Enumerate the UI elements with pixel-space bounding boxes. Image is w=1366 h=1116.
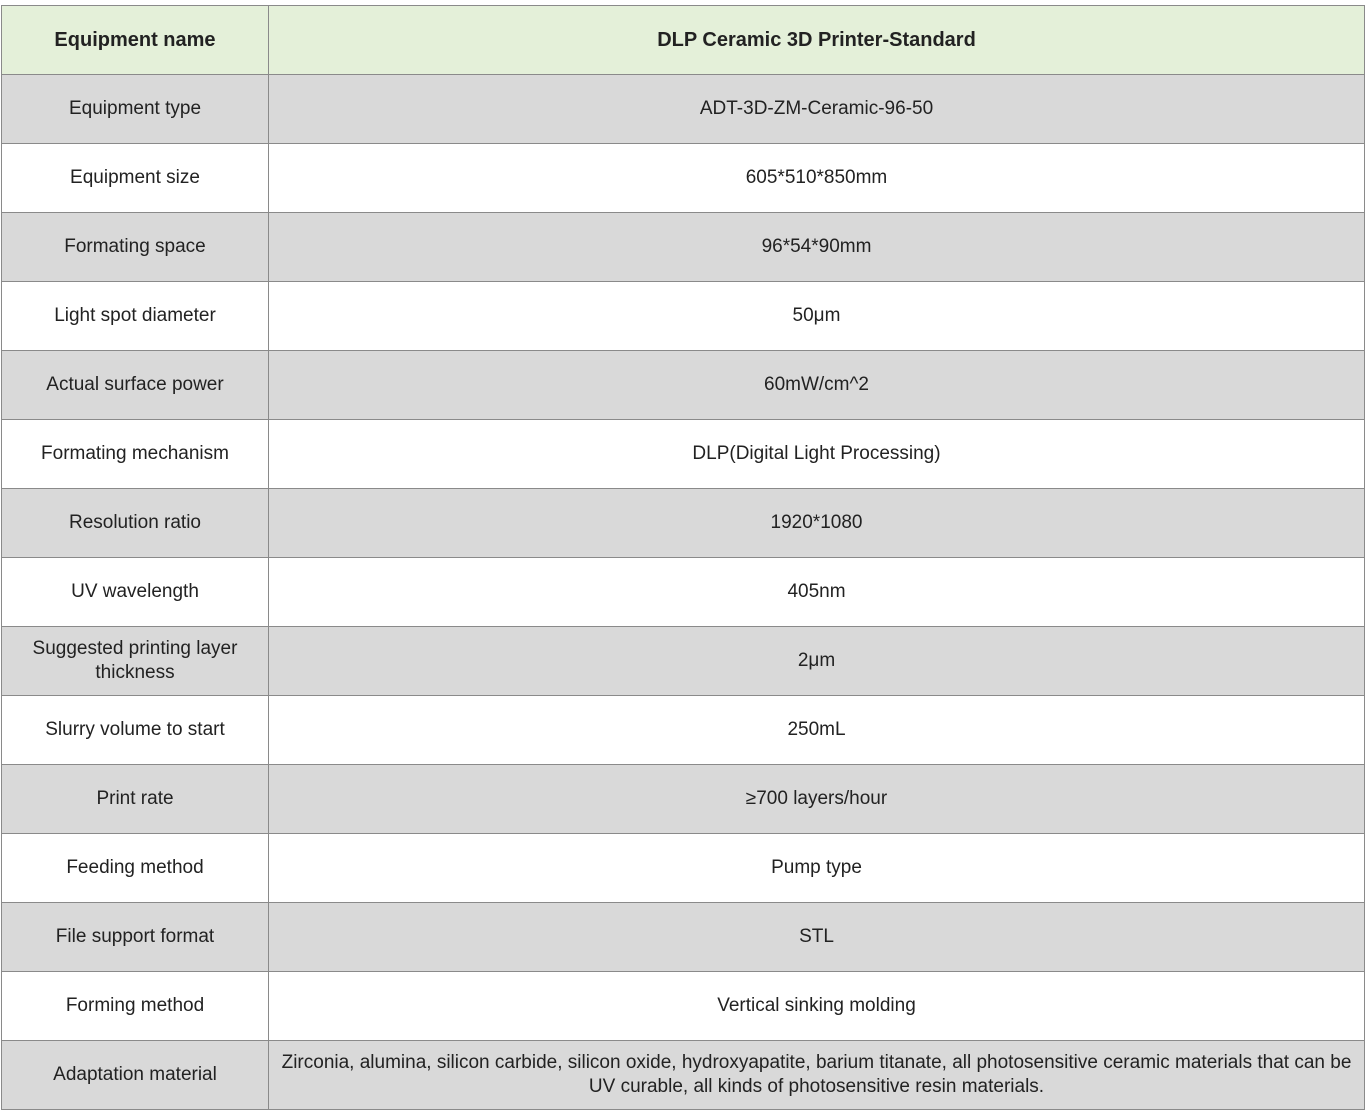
spec-label: Formating space xyxy=(2,213,269,282)
spec-label: Slurry volume to start xyxy=(2,696,269,765)
spec-value: STL xyxy=(269,903,1365,972)
spec-value: 250mL xyxy=(269,696,1365,765)
table-row xyxy=(2,144,1365,213)
spec-value: 2μm xyxy=(269,627,1365,696)
spec-label: Forming method xyxy=(2,972,269,1041)
table-row xyxy=(2,972,1365,1041)
spec-value: 96*54*90mm xyxy=(269,213,1365,282)
table-row xyxy=(2,1041,1365,1110)
spec-value: 405nm xyxy=(269,558,1365,627)
table-row xyxy=(2,282,1365,351)
spec-value: 1920*1080 xyxy=(269,489,1365,558)
spec-value: DLP(Digital Light Processing) xyxy=(269,420,1365,489)
spec-label: UV wavelength xyxy=(2,558,269,627)
spec-label: Adaptation material xyxy=(2,1041,269,1110)
spec-value: ≥700 layers/hour xyxy=(269,765,1365,834)
table-row xyxy=(2,627,1365,696)
spec-label: Feeding method xyxy=(2,834,269,903)
spec-label: Resolution ratio xyxy=(2,489,269,558)
table-row xyxy=(2,489,1365,558)
table-row xyxy=(2,558,1365,627)
spec-label: Formating mechanism xyxy=(2,420,269,489)
spec-value: Zirconia, alumina, silicon carbide, silicon oxide, hydroxyapatite, barium titanate, all photosensitive ceramic materials that can be UV curable, all kinds of photosensitive resin materials. xyxy=(269,1041,1365,1110)
spec-label: File support format xyxy=(2,903,269,972)
table-row xyxy=(2,834,1365,903)
table-header-row xyxy=(2,6,1365,75)
table-row xyxy=(2,213,1365,282)
spec-label: Equipment type xyxy=(2,75,269,144)
spec-label: Light spot diameter xyxy=(2,282,269,351)
table-row xyxy=(2,420,1365,489)
table-row xyxy=(2,903,1365,972)
table-row xyxy=(2,696,1365,765)
spec-value: 50μm xyxy=(269,282,1365,351)
spec-value: Vertical sinking molding xyxy=(269,972,1365,1041)
spec-value: Pump type xyxy=(269,834,1365,903)
table-row xyxy=(2,351,1365,420)
spec-label: Actual surface power xyxy=(2,351,269,420)
spec-value: 605*510*850mm xyxy=(269,144,1365,213)
table-row xyxy=(2,765,1365,834)
spec-label: Equipment size xyxy=(2,144,269,213)
header-label-cell: Equipment name xyxy=(2,6,269,75)
spec-value: 60mW/cm^2 xyxy=(269,351,1365,420)
spec-value: ADT-3D-ZM-Ceramic-96-50 xyxy=(269,75,1365,144)
header-value-cell: DLP Ceramic 3D Printer-Standard xyxy=(269,6,1365,75)
spec-label: Suggested printing layer thickness xyxy=(2,627,269,696)
table-row xyxy=(2,75,1365,144)
spec-label: Print rate xyxy=(2,765,269,834)
spec-table xyxy=(1,5,1365,1110)
